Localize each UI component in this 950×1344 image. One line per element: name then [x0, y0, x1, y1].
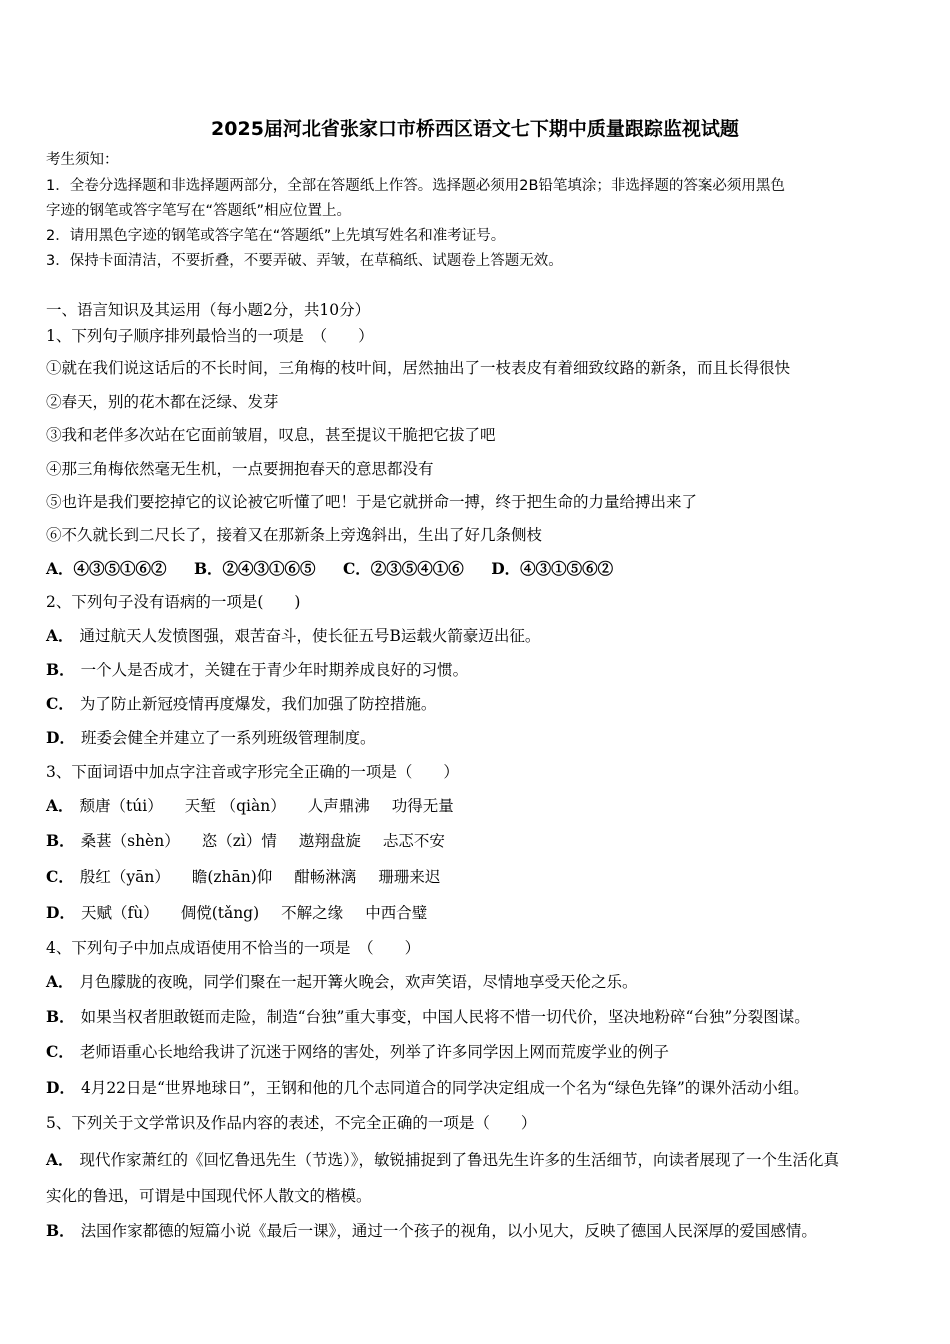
option-label: B．: [46, 1007, 75, 1026]
q1-item: ③我和老伴多次站在它面前皱眉，叹息，甚至提议干脆把它拔了吧: [46, 426, 496, 444]
q1-item: ⑤也许是我们要挖掉它的议论被它听懂了吧！于是它就拼命一搏，终于把生命的力量给搏出来了: [46, 493, 698, 511]
option-label: D．: [46, 903, 75, 922]
q1-options: [46, 559, 613, 579]
option-text: 月色朦胧的夜晚，同学们聚在一起开篝火晚会，欢声笑语，尽情地享受天伦之乐。: [79, 973, 638, 991]
word: 忐忑不安: [382, 832, 445, 850]
q1-item: ⑥不久就长到二尺长了，接着又在那新条上旁逸斜出，生出了好几条侧枝: [46, 526, 543, 544]
word: 桑葚（shèn）: [80, 832, 180, 850]
option-label: A．: [46, 972, 74, 991]
option-text: 法国作家都德的短篇小说《最后一课》，通过一个孩子的视角，以小见大，反映了德国人民深厚的爱国感情。: [80, 1222, 817, 1240]
word: 殷红（yān）: [79, 868, 170, 886]
option-label: B．: [46, 831, 75, 850]
word: 功得无量: [391, 797, 454, 815]
word: 珊珊来迟: [378, 868, 441, 886]
option-label: D．: [46, 1078, 75, 1097]
option-text: 班委会健全并建立了一系列班级管理制度。: [80, 729, 376, 747]
option-text: 如果当权者胆敢铤而走险，制造“台独”重大事变，中国人民将不惜一切代价，坚决地粉碎“台独”分裂图谋。: [80, 1008, 810, 1026]
question-5-stem: 5、下列关于文学常识及作品内容的表述，不完全正确的一项是（ ）: [46, 1114, 537, 1132]
q3-option: [46, 903, 427, 923]
q2-option: [46, 660, 468, 680]
option-label: C．: [46, 694, 74, 713]
word: 遨翔盘旋: [298, 832, 361, 850]
q1-item: ①就在我们说这话后的不长时间，三角梅的枝叶间，居然抽出了一枝表皮有着细致纹路的新条，而且长得很快: [46, 359, 791, 377]
q2-option: [46, 728, 375, 748]
word: 倜傥(tǎng): [180, 904, 260, 922]
notice-line: 3．保持卡面清洁，不要折叠，不要弄破、弄皱，在草稿纸、试题卷上答题无效。: [46, 253, 563, 269]
notice-line: 2．请用黑色字迹的钢笔或答字笔在“答题纸”上先填写姓名和准考证号。: [46, 228, 506, 244]
option-label: C．: [46, 1042, 74, 1061]
option-text: 一个人是否成才，关键在于青少年时期养成良好的习惯。: [80, 661, 469, 679]
q4-option: [46, 1007, 810, 1027]
q4-option: [46, 1078, 809, 1098]
option-text: 4月22日是“世界地球日”，王钢和他的几个志同道合的同学决定组成一个名为“绿色先锋”的课外活动小组。: [80, 1079, 809, 1097]
q1-item: ②春天，别的花木都在泛绿、发芽: [46, 393, 279, 411]
q1-option-b: B．②④③①⑥⑤: [193, 559, 316, 578]
word: 颓唐（túi）: [79, 797, 163, 815]
word: 不解之缘: [281, 904, 344, 922]
q3-option: [46, 796, 454, 816]
q5-option: [46, 1221, 817, 1241]
word: 酣畅淋漓: [294, 868, 357, 886]
q1-option-c: C．②③⑤④①⑥: [342, 559, 464, 578]
word: 天赋（fù）: [80, 904, 159, 922]
q4-option: [46, 1042, 669, 1062]
q5-option: [46, 1150, 839, 1170]
word: 中西合璧: [365, 904, 428, 922]
q5-option-continued: [46, 1186, 372, 1206]
word: 恣（zì）情: [201, 832, 277, 850]
notice-heading: 考生须知：: [46, 152, 119, 168]
q2-option: [46, 694, 436, 714]
option-text: 为了防止新冠疫情再度爆发，我们加强了防控措施。: [79, 695, 437, 713]
q2-option: [46, 626, 540, 646]
option-label: A．: [46, 1150, 74, 1169]
option-label: A．: [46, 626, 74, 645]
q3-option: [46, 831, 445, 851]
option-text: 现代作家萧红的《回忆鲁迅先生（节选）》，敏锐捕捉到了鲁迅先生许多的生活细节，向读者展现了一个生活化真: [79, 1151, 840, 1169]
word: 天堑 （qiàn）: [184, 797, 286, 815]
option-text: 实化的鲁迅，可谓是中国现代怀人散文的楷模。: [46, 1187, 372, 1205]
option-text: 老师语重心长地给我讲了沉迷于网络的害处，列举了许多同学因上网而荒废学业的例子: [79, 1043, 669, 1061]
q4-option: [46, 972, 638, 992]
word: 瞻(zhān)仰: [191, 868, 273, 886]
option-label: D．: [46, 728, 75, 747]
word: 人声鼎沸: [307, 797, 370, 815]
question-2-stem: 2、下列句子没有语病的一项是( ): [46, 593, 301, 611]
option-label: B．: [46, 660, 75, 679]
option-label: A．: [46, 796, 74, 815]
question-3-stem: 3、下面词语中加点字注音或字形完全正确的一项是（ ）: [46, 763, 459, 781]
question-1-stem: 1、下列句子顺序排列最恰当的一项是 （ ）: [46, 327, 374, 345]
page-title: 2025届河北省张家口市桥西区语文七下期中质量跟踪监视试题: [211, 118, 739, 140]
notice-line: 字迹的钢笔或答字笔写在“答题纸”相应位置上。: [46, 203, 352, 219]
q1-option-d: D．④③①⑤⑥②: [491, 559, 614, 578]
question-4-stem: 4、下列句子中加点成语使用不恰当的一项是 （ ）: [46, 939, 421, 957]
q1-option-a: A．④③⑤①⑥②: [46, 559, 167, 578]
option-text: 通过航天人发愤图强，艰苦奋斗，使长征五号B运载火箭豪迈出征。: [79, 627, 541, 645]
option-label: B．: [46, 1221, 75, 1240]
section-heading: 一、语言知识及其运用（每小题2分，共10分）: [46, 301, 371, 319]
q1-item: ④那三角梅依然毫无生机，一点要拥抱春天的意思都没有: [46, 460, 434, 478]
notice-line: 1．全卷分选择题和非选择题两部分，全部在答题纸上作答。选择题必须用2B铅笔填涂；非选择题的答案必须用黑色: [46, 178, 785, 194]
q3-option: [46, 867, 440, 887]
option-label: C．: [46, 867, 74, 886]
